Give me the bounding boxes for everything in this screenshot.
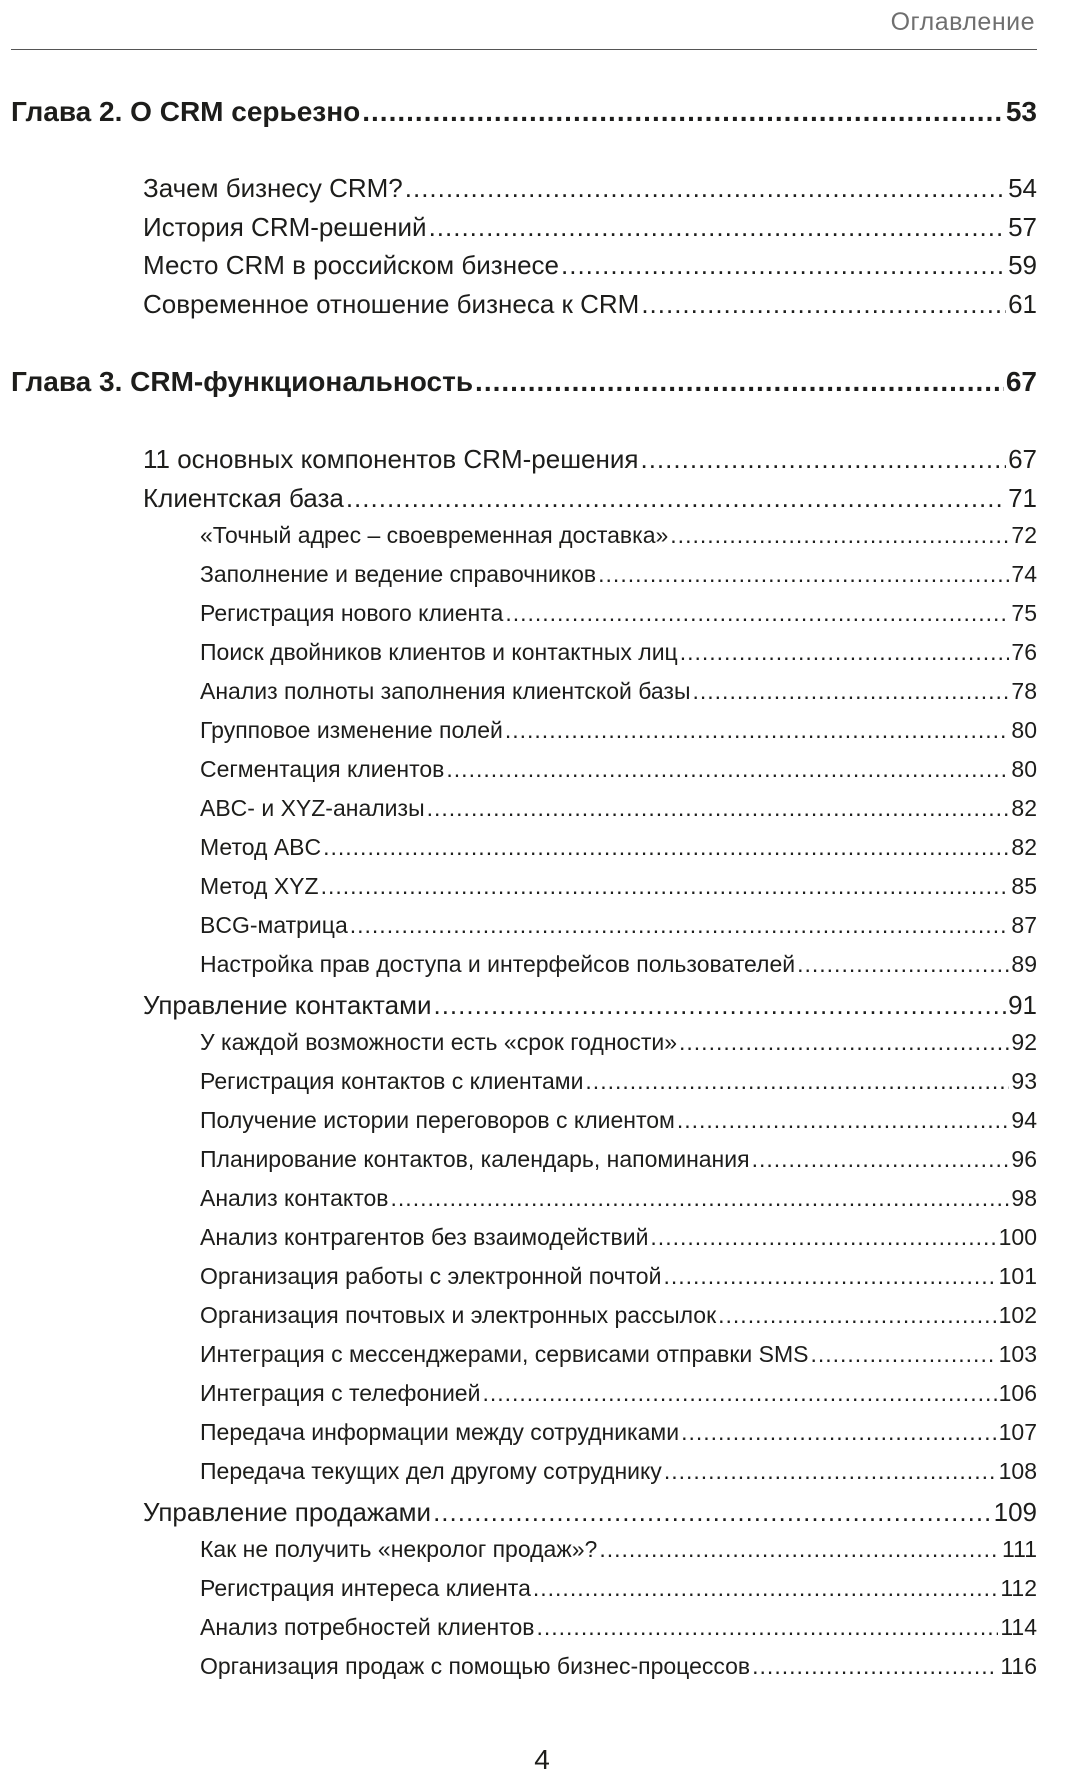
toc-entry-title: Сегментация клиентов bbox=[200, 756, 445, 782]
page-number: 4 bbox=[534, 1744, 550, 1775]
toc-entry-page: 80 bbox=[1011, 756, 1037, 782]
toc-dot-leader bbox=[433, 1497, 992, 1528]
toc-section-entry[interactable] bbox=[143, 212, 1037, 243]
toc-entry-title: «Точный адрес – своевременная доставка» bbox=[200, 522, 669, 548]
toc-entry-title: Глава 2. О CRM серьезно bbox=[11, 96, 361, 127]
toc-entry-title: Управление контактами bbox=[143, 990, 432, 1020]
toc-entry-page: 54 bbox=[1008, 173, 1037, 203]
toc-entry-title: Поиск двойников клиентов и контактных лиц bbox=[200, 639, 678, 665]
toc-entry-title: Метод ABC bbox=[200, 834, 322, 860]
running-head: Оглавление bbox=[890, 8, 1035, 36]
toc-subsection-entry[interactable] bbox=[200, 1302, 1037, 1329]
toc-subsection-entry[interactable] bbox=[200, 756, 1037, 783]
toc-subsection-entry[interactable] bbox=[200, 1614, 1037, 1641]
toc-chapter-entry[interactable] bbox=[11, 96, 1037, 128]
toc-entry-page: 61 bbox=[1008, 289, 1037, 319]
toc-entry-title: Клиентская база bbox=[143, 483, 344, 513]
toc-subsection-entry[interactable] bbox=[200, 1146, 1037, 1173]
toc-dot-leader bbox=[641, 289, 1006, 320]
toc-dot-leader bbox=[350, 912, 1010, 939]
toc-section-entry[interactable] bbox=[143, 173, 1037, 204]
toc-entry-title: Анализ потребностей клиентов bbox=[200, 1614, 535, 1640]
toc-entry-title: История CRM-решений bbox=[143, 212, 427, 242]
toc-entry-title: 11 основных компонентов CRM-решения bbox=[143, 444, 639, 474]
toc-entry-title: ABC- и XYZ-анализы bbox=[200, 795, 425, 821]
toc-entry-title: Передача информации между сотрудниками bbox=[200, 1419, 680, 1445]
toc-entry-title: Глава 3. CRM-функциональность bbox=[11, 366, 474, 397]
toc-entry-page: 89 bbox=[1011, 951, 1037, 977]
toc-dot-leader bbox=[677, 1107, 1010, 1134]
toc-entry-page: 82 bbox=[1011, 834, 1037, 860]
toc-entry-page: 111 bbox=[1002, 1536, 1037, 1562]
toc-dot-leader bbox=[346, 483, 1006, 514]
toc-entry-title: Передача текущих дел другому сотруднику bbox=[200, 1458, 662, 1484]
toc-entry-title: Заполнение и ведение справочников bbox=[200, 561, 597, 587]
toc-subsection-entry[interactable] bbox=[200, 522, 1037, 549]
toc-subsection-entry[interactable] bbox=[200, 717, 1037, 744]
toc-entry-page: 106 bbox=[998, 1380, 1037, 1406]
toc-dot-leader bbox=[533, 1575, 998, 1602]
toc-entry-title: BCG-матрица bbox=[200, 912, 348, 938]
toc-entry-page: 87 bbox=[1011, 912, 1037, 938]
toc-entry-title: Групповое изменение полей bbox=[200, 717, 503, 743]
toc-dot-leader bbox=[585, 1068, 1009, 1095]
toc-entry-title: Организация почтовых и электронных рассылок bbox=[200, 1302, 717, 1328]
toc-subsection-entry[interactable] bbox=[200, 873, 1037, 900]
toc-section-entry[interactable] bbox=[143, 250, 1037, 281]
toc-entry-title: Получение истории переговоров с клиентом bbox=[200, 1107, 675, 1133]
header-rule bbox=[11, 49, 1037, 50]
toc-entry-page: 102 bbox=[998, 1302, 1037, 1328]
toc-entry-page: 100 bbox=[998, 1224, 1037, 1250]
toc-entry-page: 85 bbox=[1011, 873, 1037, 899]
toc-subsection-entry[interactable] bbox=[200, 1653, 1037, 1680]
toc-subsection-entry[interactable] bbox=[200, 1107, 1037, 1134]
toc-dot-leader bbox=[391, 1185, 1010, 1212]
toc-subsection-entry[interactable] bbox=[200, 1185, 1037, 1212]
toc-entry-page: 108 bbox=[998, 1458, 1037, 1484]
toc-dot-leader bbox=[362, 96, 1004, 128]
toc-dot-leader bbox=[752, 1653, 998, 1680]
toc-section-entry[interactable] bbox=[143, 444, 1037, 475]
toc-entry-page: 96 bbox=[1011, 1146, 1037, 1172]
toc-entry-page: 116 bbox=[1000, 1653, 1037, 1679]
toc-dot-leader bbox=[427, 795, 1010, 822]
toc-entry-page: 74 bbox=[1011, 561, 1037, 587]
toc-dot-leader bbox=[599, 1536, 1000, 1563]
toc-entry-title: Организация работы с электронной почтой bbox=[200, 1263, 662, 1289]
toc-section-entry[interactable] bbox=[143, 990, 1037, 1021]
toc-dot-leader bbox=[640, 444, 1006, 475]
toc-subsection-entry[interactable] bbox=[200, 1029, 1037, 1056]
toc-entry-title: Анализ полноты заполнения клиентской базы bbox=[200, 678, 691, 704]
toc-subsection-entry[interactable] bbox=[200, 561, 1037, 588]
toc-dot-leader bbox=[536, 1614, 998, 1641]
toc-dot-leader bbox=[681, 1419, 997, 1446]
toc-entry-title: Метод XYZ bbox=[200, 873, 319, 899]
toc-entry-page: 114 bbox=[1000, 1614, 1037, 1640]
toc-subsection-entry[interactable] bbox=[200, 951, 1037, 978]
toc-entry-page: 59 bbox=[1008, 250, 1037, 280]
toc-entry-title: Интеграция с мессенджерами, сервисами отправки SMS bbox=[200, 1341, 809, 1367]
toc-dot-leader bbox=[321, 873, 1010, 900]
toc-subsection-entry[interactable] bbox=[200, 1575, 1037, 1602]
toc-entry-title: Регистрация контактов с клиентами bbox=[200, 1068, 584, 1094]
toc-subsection-entry[interactable] bbox=[200, 834, 1037, 861]
toc-dot-leader bbox=[693, 678, 1010, 705]
toc-section-entry[interactable] bbox=[143, 1497, 1037, 1528]
toc-chapter-entry[interactable] bbox=[11, 366, 1037, 398]
toc-entry-page: 67 bbox=[1005, 366, 1037, 397]
toc-entry-page: 112 bbox=[1000, 1575, 1037, 1601]
toc-entry-page: 107 bbox=[998, 1419, 1037, 1445]
toc-entry-title: Настройка прав доступа и интерфейсов пользователей bbox=[200, 951, 796, 977]
toc-subsection-entry[interactable] bbox=[200, 1458, 1037, 1485]
toc-entry-page: 94 bbox=[1011, 1107, 1037, 1133]
toc-entry-page: 67 bbox=[1008, 444, 1037, 474]
toc-entry-page: 78 bbox=[1011, 678, 1037, 704]
toc-entry-title: Интеграция с телефонией bbox=[200, 1380, 481, 1406]
toc-subsection-entry[interactable] bbox=[200, 1380, 1037, 1407]
toc-entry-title: Современное отношение бизнеса к CRM bbox=[143, 289, 640, 319]
toc-dot-leader bbox=[475, 366, 1004, 398]
toc-subsection-entry[interactable] bbox=[200, 1419, 1037, 1446]
toc-subsection-entry[interactable] bbox=[200, 1068, 1037, 1095]
toc-entry-page: 71 bbox=[1008, 483, 1037, 513]
toc-subsection-entry[interactable] bbox=[200, 639, 1037, 666]
toc-subsection-entry[interactable] bbox=[200, 1224, 1037, 1251]
toc-subsection-entry[interactable] bbox=[200, 678, 1037, 705]
toc-entry-page: 98 bbox=[1011, 1185, 1037, 1211]
toc-entry-page: 92 bbox=[1011, 1029, 1037, 1055]
toc-dot-leader bbox=[679, 1029, 1009, 1056]
toc-entry-title: У каждой возможности есть «срок годности» bbox=[200, 1029, 678, 1055]
toc-dot-leader bbox=[429, 212, 1007, 243]
toc-dot-leader bbox=[433, 990, 1006, 1021]
toc-subsection-entry[interactable] bbox=[200, 912, 1037, 939]
toc-dot-leader bbox=[810, 1341, 996, 1368]
toc-dot-leader bbox=[650, 1224, 996, 1251]
toc-dot-leader bbox=[598, 561, 1009, 588]
toc-entry-page: 82 bbox=[1011, 795, 1037, 821]
toc-entry-page: 91 bbox=[1008, 990, 1037, 1020]
toc-dot-leader bbox=[405, 173, 1006, 204]
toc-dot-leader bbox=[797, 951, 1009, 978]
toc-entry-page: 53 bbox=[1005, 96, 1037, 127]
toc-dot-leader bbox=[718, 1302, 996, 1329]
toc-subsection-entry[interactable] bbox=[200, 1341, 1037, 1368]
toc-subsection-entry[interactable] bbox=[200, 600, 1037, 627]
toc-dot-leader bbox=[505, 717, 1010, 744]
toc-dot-leader bbox=[323, 834, 1009, 861]
toc-dot-leader bbox=[663, 1263, 996, 1290]
toc-subsection-entry[interactable] bbox=[200, 1536, 1037, 1563]
toc-entry-title: Регистрация интереса клиента bbox=[200, 1575, 531, 1601]
toc-dot-leader bbox=[752, 1146, 1010, 1173]
toc-entry-title: Планирование контактов, календарь, напоминания bbox=[200, 1146, 750, 1172]
toc-entry-page: 80 bbox=[1011, 717, 1037, 743]
toc-entry-title: Анализ контактов bbox=[200, 1185, 389, 1211]
toc-entry-title: Зачем бизнесу CRM? bbox=[143, 173, 403, 203]
toc-dot-leader bbox=[446, 756, 1009, 783]
toc-entry-page: 101 bbox=[998, 1263, 1037, 1289]
toc-entry-title: Регистрация нового клиента bbox=[200, 600, 504, 626]
toc-entry-title: Организация продаж с помощью бизнес-процессов bbox=[200, 1653, 751, 1679]
toc-entry-page: 103 bbox=[998, 1341, 1037, 1367]
toc-dot-leader bbox=[505, 600, 1009, 627]
toc-dot-leader bbox=[561, 250, 1006, 281]
toc-dot-leader bbox=[482, 1380, 996, 1407]
toc-entry-page: 109 bbox=[993, 1497, 1037, 1527]
toc-section-entry[interactable] bbox=[143, 483, 1037, 514]
toc-dot-leader bbox=[664, 1458, 997, 1485]
toc-entry-page: 76 bbox=[1011, 639, 1037, 665]
toc-subsection-entry[interactable] bbox=[200, 795, 1037, 822]
toc-entry-title: Как не получить «некролог продаж»? bbox=[200, 1536, 598, 1562]
toc-subsection-entry[interactable] bbox=[200, 1263, 1037, 1290]
toc-entry-page: 93 bbox=[1011, 1068, 1037, 1094]
toc-entry-title: Анализ контрагентов без взаимодействий bbox=[200, 1224, 649, 1250]
toc-dot-leader bbox=[670, 522, 1009, 549]
toc-entry-title: Место CRM в российском бизнесе bbox=[143, 250, 559, 280]
toc-entry-page: 57 bbox=[1008, 212, 1037, 242]
toc-entry-page: 75 bbox=[1011, 600, 1037, 626]
toc-section-entry[interactable] bbox=[143, 289, 1037, 320]
toc-entry-title: Управление продажами bbox=[143, 1497, 432, 1527]
toc-dot-leader bbox=[680, 639, 1010, 666]
toc-entry-page: 72 bbox=[1011, 522, 1037, 548]
